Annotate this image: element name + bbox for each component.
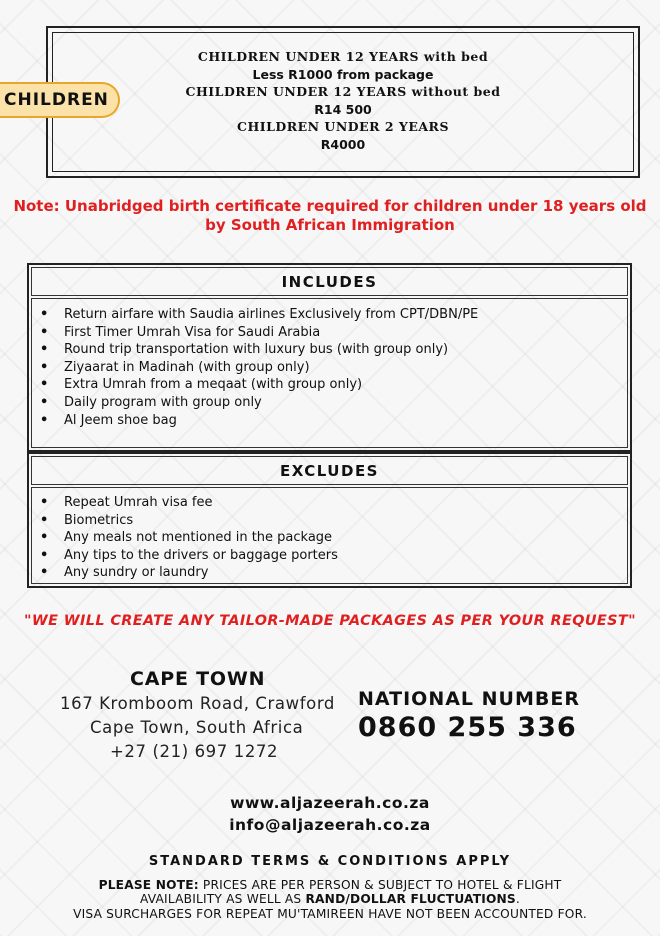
birth-certificate-note: Note: Unabridged birth certificate required for children under 18 years old by South African Immigration <box>13 197 647 234</box>
fine-print-line3: VISA SURCHARGES FOR REPEAT MU'TAMIREEN HAVE NOT BEEN ACCOUNTED FOR. <box>73 906 587 921</box>
tailor-made-banner: "WE WILL CREATE ANY TAILOR-MADE PACKAGES AS PER YOUR REQUEST" <box>23 613 637 629</box>
website-link[interactable]: www.aljazeerah.co.za <box>230 794 430 812</box>
children-tag: CHILDREN <box>0 82 120 118</box>
includes-title: INCLUDES <box>31 267 628 296</box>
list-item: • Any sundry or laundry <box>40 564 627 582</box>
fine-print-line1: PRICES ARE PER PERSON & SUBJECT TO HOTEL & FLIGHT <box>198 878 562 892</box>
child-line-under12-nobed-price: R14 500 <box>314 101 372 117</box>
list-item: • Return airfare with Saudia airlines Exclusively from CPT/DBN/PE <box>40 306 627 324</box>
child-line-under2-price: R4000 <box>320 136 366 152</box>
list-item: • Extra Umrah from a meqaat (with group only) <box>40 376 627 394</box>
child-line-under2: CHILDREN UNDER 2 YEARS <box>237 119 449 134</box>
list-item: • Round trip transportation with luxury bus (with group only) <box>40 341 627 359</box>
children-pricing-box <box>46 26 640 178</box>
fine-print <box>0 878 660 921</box>
list-item: • Al Jeem shoe bag <box>40 412 627 430</box>
terms-heading: STANDARD TERMS & CONDITIONS APPLY <box>148 854 512 869</box>
excludes-list <box>31 487 628 584</box>
list-item: • Biometrics <box>40 512 627 530</box>
office-address-line2: Cape Town, South Africa <box>90 718 304 737</box>
fine-print-lead: PLEASE NOTE: <box>98 878 199 892</box>
excludes-section <box>27 452 632 588</box>
includes-section <box>27 263 632 452</box>
office-address-line1: 167 Kromboom Road, Crawford <box>60 694 336 713</box>
list-item: • First Timer Umrah Visa for Saudi Arabia <box>40 324 627 342</box>
child-line-under12-nobed: CHILDREN UNDER 12 YEARS without bed <box>185 84 501 99</box>
fine-print-line2-bold: RAND/DOLLAR FLUCTUATIONS <box>305 892 516 907</box>
child-line-under12-bed: CHILDREN UNDER 12 YEARS with bed <box>197 49 489 64</box>
national-number-label: NATIONAL NUMBER <box>358 688 580 710</box>
includes-list <box>31 298 628 448</box>
office-phone[interactable]: +27 (21) 697 1272 <box>110 742 279 761</box>
office-city: CAPE TOWN <box>130 668 266 690</box>
fine-print-line2-start: AVAILABILITY AS WELL AS <box>139 892 306 907</box>
child-line-under12-bed-price: Less R1000 from package <box>252 66 434 82</box>
national-number[interactable]: 0860 255 336 <box>358 712 577 743</box>
email-link[interactable]: info@aljazeerah.co.za <box>229 816 431 834</box>
list-item: • Repeat Umrah visa fee <box>40 494 627 512</box>
excludes-title: EXCLUDES <box>31 456 628 485</box>
list-item: • Daily program with group only <box>40 394 627 412</box>
fine-print-line2-end: . <box>515 892 520 907</box>
list-item: • Any tips to the drivers or baggage porters <box>40 547 627 565</box>
list-item: • Any meals not mentioned in the package <box>40 529 627 547</box>
list-item: • Ziyaarat in Madinah (with group only) <box>40 359 627 377</box>
